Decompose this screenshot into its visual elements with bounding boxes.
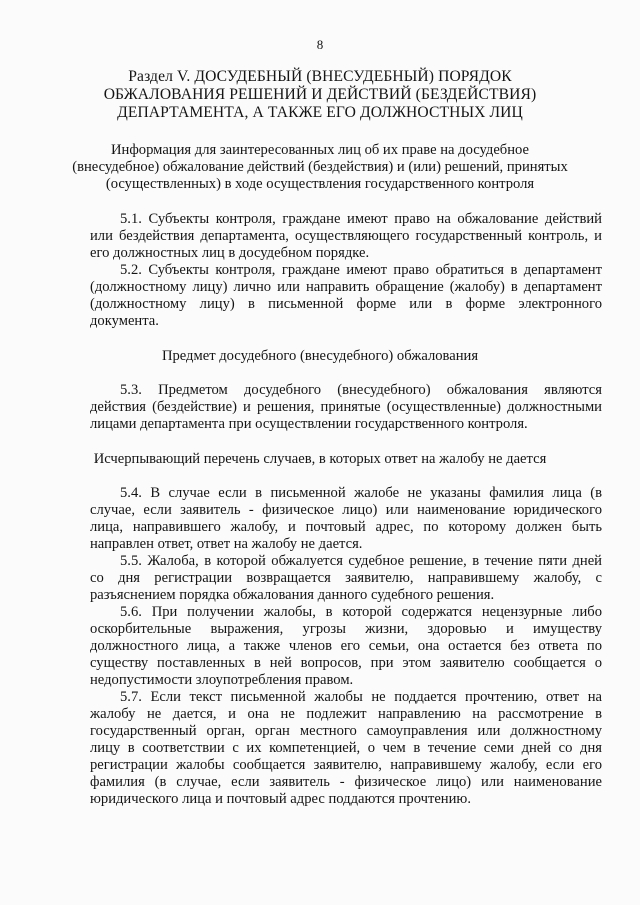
paragraph-5-2-line-2: (должностному лицу) лично или направить обращение (жалобу) в департамент [90, 279, 602, 295]
paragraph-5-7-line-3: государственный орган, орган местного самоуправления или должностному [90, 723, 602, 739]
paragraph-5-7-line-6: фамилия (в случае, если заявитель - физическое лицо) или наименование [90, 774, 602, 790]
paragraph-5-4-line-1: 5.4. В случае если в письменной жалобе не указаны фамилия лица (в [120, 485, 602, 501]
paragraph-5-6-line-5: недопустимости злоупотребления правом. [90, 672, 354, 688]
subject-heading: Предмет досудебного (внесудебного) обжалования [161, 348, 479, 364]
paragraph-5-6-line-2: оскорбительные выражения, угрозы жизни, здоровью и имуществу [90, 621, 602, 637]
paragraph-5-7-line-4: лицу в соответствии с их компетенцией, о чем в течение семи дней со дня [90, 740, 602, 756]
section-title-line-1: Раздел V. ДОСУДЕБНЫЙ (ВНЕСУДЕБНЫЙ) ПОРЯДОК [128, 68, 512, 85]
paragraph-5-1-line-1: 5.1. Субъекты контроля, граждане имеют право на обжалование действий [120, 211, 602, 227]
paragraph-5-3-line-1: 5.3. Предметом досудебного (внесудебного) обжалования являются [120, 382, 602, 398]
info-heading-line-2: (внесудебное) обжалование действий (бездействия) и (или) решений, принятых [72, 159, 568, 175]
paragraph-5-3-line-3: лицами департамента при осуществлении государственного контроля. [90, 416, 528, 432]
paragraph-5-3-line-2: действия (бездействие) и решения, принятые (осуществленные) должностными [90, 399, 602, 415]
paragraph-5-4-line-3: лица, направившего жалобу, и почтовый адрес, по которому должен быть [90, 519, 602, 535]
paragraph-5-4-line-2: случае, если заявитель - физическое лицо) или наименование юридического [90, 502, 602, 518]
paragraph-5-6-line-3: должностного лица, а также членов его семьи, она остается без ответа по [90, 638, 602, 654]
section-title-line-3: ДЕПАРТАМЕНТА, А ТАКЖЕ ЕГО ДОЛЖНОСТНЫХ ЛИЦ [117, 104, 523, 121]
paragraph-5-5-line-1: 5.5. Жалоба, в которой обжалуется судебное решение, в течение пяти дней [120, 553, 602, 569]
list-heading: Исчерпывающий перечень случаев, в которых ответ на жалобу не дается [93, 451, 547, 467]
info-heading-line-1: Информация для заинтересованных лиц об их праве на досудебное [111, 142, 529, 158]
paragraph-5-4-line-4: направлен ответ, ответ на жалобу не дается. [90, 536, 363, 552]
paragraph-5-5-line-3: разъяснением порядка обжалования данного судебного решения. [90, 587, 495, 603]
paragraph-5-1-line-3: его должностных лиц в досудебном порядке. [90, 245, 370, 261]
paragraph-5-7-line-1: 5.7. Если текст письменной жалобы не поддается прочтению, ответ на [120, 689, 602, 705]
section-title-line-2: ОБЖАЛОВАНИЯ РЕШЕНИЙ И ДЕЙСТВИЙ (БЕЗДЕЙСТВИЯ) [103, 86, 537, 103]
page-number: 8 [316, 37, 324, 52]
paragraph-5-7-line-2: жалобу не дается, и она не подлежит направлению на рассмотрение в [90, 706, 602, 722]
paragraph-5-2-line-3: (должностному лицу) в письменной форме или в форме электронного [90, 296, 602, 312]
paragraph-5-2-line-1: 5.2. Субъекты контроля, граждане имеют право обратиться в департамент [120, 262, 602, 278]
paragraph-5-5-line-2: со дня регистрации возвращается заявителю, направившему жалобу, с [90, 570, 602, 586]
paragraph-5-1-line-2: или бездействия департамента, осуществляющего государственный контроль, и [90, 228, 602, 244]
info-heading-line-3: (осуществленных) в ходе осуществления государственного контроля [105, 176, 535, 192]
paragraph-5-6-line-4: существу поставленных в ней вопросов, при этом заявителю сообщается о [90, 655, 602, 671]
paragraph-5-2-line-4: документа. [90, 313, 159, 329]
paragraph-5-7-line-5: регистрации жалобы сообщается заявителю, направившему жалобу, если его [90, 757, 602, 773]
paragraph-5-7-line-7: юридического лица и почтовый адрес поддаются прочтению. [90, 791, 471, 807]
paragraph-5-6-line-1: 5.6. При получении жалобы, в которой содержатся нецензурные либо [120, 604, 602, 620]
